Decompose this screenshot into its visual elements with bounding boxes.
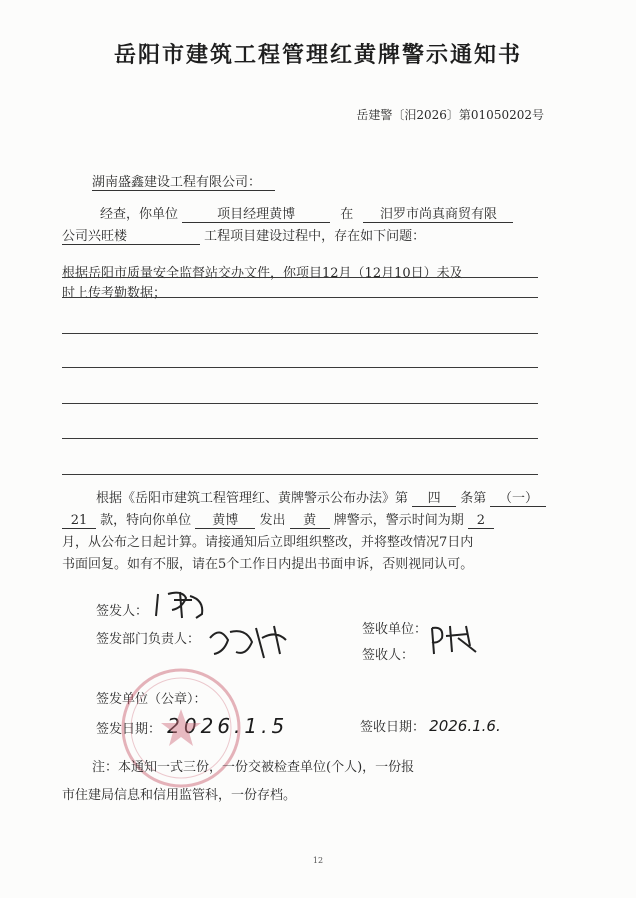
para1-project-a: 汨罗市尚真商贸有限 bbox=[363, 203, 513, 223]
basis-months: 2 bbox=[468, 513, 494, 529]
para1-at: 在 bbox=[340, 207, 354, 222]
rule-2 bbox=[62, 297, 538, 298]
rule-5 bbox=[62, 403, 538, 404]
para1-suffix: 工程项目建设过程中，存在如下问题： bbox=[204, 229, 426, 244]
recv-unit-label: 签收单位： bbox=[362, 622, 428, 637]
para1-line1 bbox=[100, 203, 513, 223]
signer-signature bbox=[152, 588, 212, 622]
page-number: 12 bbox=[312, 856, 324, 865]
signer-label: 签发人： bbox=[96, 604, 149, 619]
basis-line-4: 书面回复。如有不服，请在5个工作日内提出书面申诉，否则视同认可。 bbox=[62, 557, 474, 572]
rule-3 bbox=[62, 333, 538, 334]
addressee-text: 湖南盛鑫建设工程有限公司： bbox=[92, 171, 275, 191]
basis-line-1 bbox=[96, 487, 546, 507]
basis-color: 黄 bbox=[290, 509, 330, 529]
basis-line-2 bbox=[62, 509, 494, 529]
basis-tiao: 条第 bbox=[460, 491, 487, 506]
recv-date-row bbox=[360, 716, 501, 735]
issue-date: 2026.1.5 bbox=[167, 714, 289, 738]
issuer-unit-label: 签发单位（公章）： bbox=[96, 692, 207, 707]
para1-person: 项目经理黄博 bbox=[182, 203, 330, 223]
document-number: 岳建警〔汨2026〕第01050202号 bbox=[356, 108, 544, 122]
dept-head-signature bbox=[206, 618, 296, 662]
recv-person-signature bbox=[428, 622, 484, 658]
document-title: 岳阳市建筑工程管理红黄牌警示通知书 bbox=[113, 42, 522, 68]
basis-item: （一） bbox=[490, 487, 546, 507]
rule-6 bbox=[62, 438, 538, 439]
basis-kuan: 款，特向你单位 bbox=[100, 513, 192, 528]
addressee bbox=[92, 171, 275, 191]
rule-1 bbox=[62, 277, 538, 278]
issue-line-2: 时上传考勤数据； bbox=[62, 286, 167, 301]
recv-date: 2026.1.6. bbox=[429, 717, 501, 735]
note-line-1: 注：本通知一式三份，一份交被检查单位(个人)，一份报 bbox=[92, 760, 415, 775]
basis-kuan-no: 21 bbox=[62, 513, 96, 529]
basis-warning: 牌警示，警示时间为期 bbox=[333, 513, 464, 528]
basis-article: 四 bbox=[412, 487, 456, 507]
note-line-2: 市住建局信息和信用监管科，一份存档。 bbox=[62, 788, 297, 803]
basis-person: 黄博 bbox=[195, 509, 255, 529]
basis-prefix: 根据《岳阳市建筑工程管理红、黄牌警示公布办法》第 bbox=[96, 491, 409, 506]
basis-line-3: 月，从公布之日起计算。请接通知后立即组织整改，并将整改情况7日内 bbox=[62, 535, 474, 550]
recv-person-label: 签收人： bbox=[362, 648, 415, 663]
issue-date-label: 签发日期： bbox=[96, 722, 162, 737]
para1-project-b: 公司兴旺楼 bbox=[62, 225, 200, 245]
basis-issue: 发出 bbox=[259, 513, 286, 528]
dept-head-label: 签发部门负责人： bbox=[96, 632, 201, 647]
para1-line2 bbox=[62, 225, 425, 245]
recv-date-label: 签收日期： bbox=[360, 720, 426, 735]
rule-7 bbox=[62, 474, 538, 475]
rule-4 bbox=[62, 367, 538, 368]
issue-line-1: 根据岳阳市质量安全监督站交办文件，你项目12月（12月10日）未及 bbox=[62, 266, 463, 281]
para1-prefix: 经查，你单位 bbox=[100, 207, 179, 222]
